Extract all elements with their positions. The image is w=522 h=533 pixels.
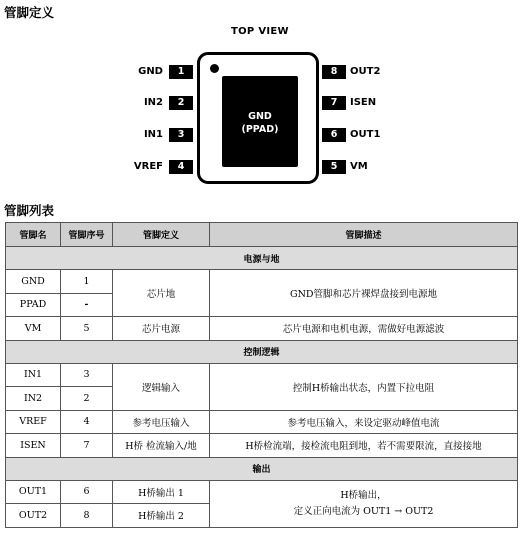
pin-2-box: 2 bbox=[169, 96, 193, 110]
pin-8-box: 8 bbox=[322, 65, 346, 79]
package-diagram bbox=[0, 0, 522, 200]
group-label-control: 控制逻辑 bbox=[6, 340, 518, 363]
pin-1-box: 1 bbox=[169, 65, 193, 79]
pin-definition-cell: H桥 检流输入/地 bbox=[113, 434, 210, 458]
table-row bbox=[6, 480, 518, 504]
pin-description-cell: H桥检流端，接检流电阻到地，若不需要限流，直接接地 bbox=[210, 434, 518, 458]
pin-name-cell: IN1 bbox=[6, 363, 61, 387]
pin-name-cell: IN2 bbox=[6, 387, 61, 411]
pin-description-cell: 控制H桥输出状态，内置下拉电阻 bbox=[210, 363, 518, 410]
pin1-marker-dot bbox=[210, 64, 219, 73]
pin-1-label: GND bbox=[138, 66, 163, 77]
pin-definition-cell: 逻辑输入 bbox=[113, 363, 210, 410]
pin-8-label: OUT2 bbox=[350, 66, 381, 77]
pin-5-box: 5 bbox=[322, 160, 346, 174]
pin-number-cell: - bbox=[61, 293, 113, 317]
pin-description-cell: 参考电压输入，来设定驱动峰值电流 bbox=[210, 410, 518, 434]
group-label-output: 输出 bbox=[6, 457, 518, 480]
header-pin-number: 管脚序号 bbox=[61, 223, 113, 247]
pin-definition-cell: H桥输出 1 bbox=[113, 480, 210, 504]
pin-6-box: 6 bbox=[322, 128, 346, 142]
pin-name-cell: GND bbox=[6, 270, 61, 294]
table-header-row bbox=[6, 223, 518, 247]
output-description-line-1: H桥输出， bbox=[340, 489, 387, 501]
header-pin-definition: 管脚定义 bbox=[113, 223, 210, 247]
pin-4-box: 4 bbox=[169, 160, 193, 174]
exposed-pad bbox=[222, 76, 298, 167]
top-view-label: TOP VIEW bbox=[231, 26, 289, 37]
pin-description-cell: GND管脚和芯片裸焊盘接到电源地 bbox=[210, 270, 518, 317]
pin-name-cell: PPAD bbox=[6, 293, 61, 317]
pin-number-cell: 6 bbox=[61, 480, 113, 504]
header-pin-name: 管脚名 bbox=[6, 223, 61, 247]
pin-5-label: VM bbox=[350, 161, 368, 172]
pin-6-label: OUT1 bbox=[350, 129, 381, 140]
pad-label-ppad: (PPAD) bbox=[241, 124, 279, 135]
pin-number-cell: 1 bbox=[61, 270, 113, 294]
pin-description-cell bbox=[210, 480, 518, 527]
pin-definition-cell: H桥输出 2 bbox=[113, 504, 210, 528]
pin-7-label: ISEN bbox=[350, 97, 377, 108]
group-row-control bbox=[6, 340, 518, 363]
pin-name-cell: ISEN bbox=[6, 434, 61, 458]
pin-number-cell: 8 bbox=[61, 504, 113, 528]
group-row-output bbox=[6, 457, 518, 480]
table-row bbox=[6, 317, 518, 341]
table-row bbox=[6, 434, 518, 458]
pin-7-box: 7 bbox=[322, 96, 346, 110]
table-row bbox=[6, 270, 518, 294]
pin-3-box: 3 bbox=[169, 128, 193, 142]
pin-definition-cell: 参考电压输入 bbox=[113, 410, 210, 434]
pin-table bbox=[5, 222, 518, 528]
pin-name-cell: OUT2 bbox=[6, 504, 61, 528]
table-row bbox=[6, 410, 518, 434]
pin-name-cell: VREF bbox=[6, 410, 61, 434]
table-row bbox=[6, 363, 518, 387]
pin-number-cell: 2 bbox=[61, 387, 113, 411]
pin-number-cell: 5 bbox=[61, 317, 113, 341]
package-outline bbox=[197, 52, 319, 184]
header-pin-description: 管脚描述 bbox=[210, 223, 518, 247]
pin-2-label: IN2 bbox=[143, 97, 163, 108]
pin-number-cell: 3 bbox=[61, 363, 113, 387]
pin-definition-title: 管脚定义 bbox=[4, 5, 55, 20]
pin-description-cell: 芯片电源和电机电源，需做好电源滤波 bbox=[210, 317, 518, 341]
pin-name-cell: OUT1 bbox=[6, 480, 61, 504]
pin-4-label: VREF bbox=[133, 161, 163, 172]
pin-definition-cell: 芯片电源 bbox=[113, 317, 210, 341]
pin-number-cell: 4 bbox=[61, 410, 113, 434]
pad-label-gnd: GND bbox=[248, 111, 272, 122]
group-label-power: 电源与地 bbox=[6, 247, 518, 270]
output-description-line-2: 定义正向电流为 OUT1 → OUT2 bbox=[293, 505, 434, 517]
pin-name-cell: VM bbox=[6, 317, 61, 341]
pin-definition-cell: 芯片地 bbox=[113, 270, 210, 317]
pin-3-label: IN1 bbox=[143, 129, 163, 140]
pin-list-title: 管脚列表 bbox=[4, 203, 55, 218]
pin-number-cell: 7 bbox=[61, 434, 113, 458]
group-row-power bbox=[6, 247, 518, 270]
